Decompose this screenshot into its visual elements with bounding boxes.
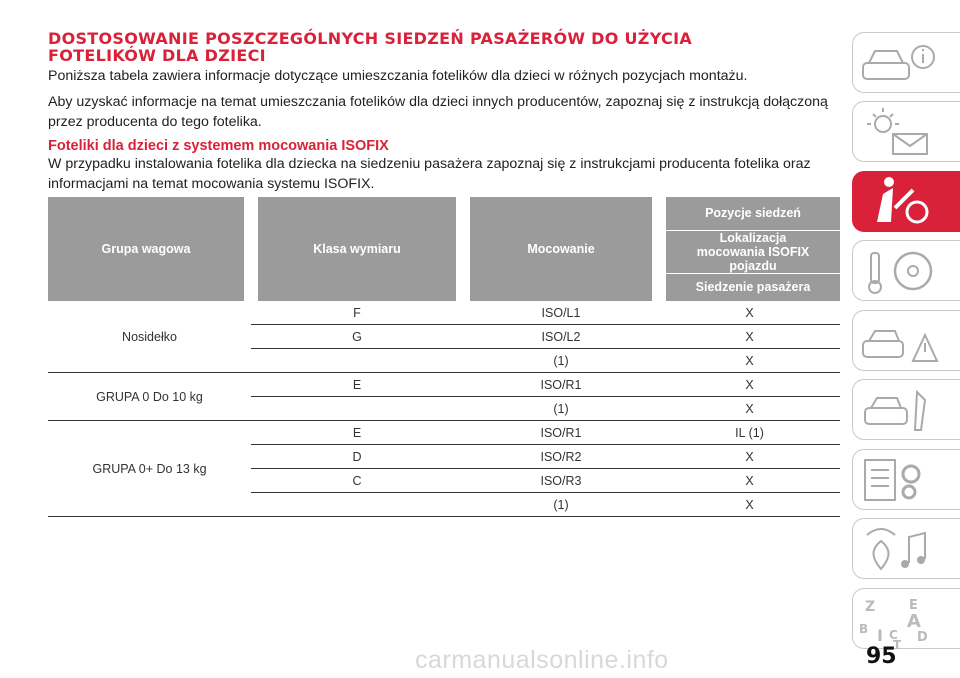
class-cell: F <box>353 305 361 320</box>
group-name-cell: GRUPA 0 Do 10 kg <box>48 373 251 421</box>
header-mount: Mocowanie <box>463 197 659 301</box>
isofix-table <box>48 197 840 517</box>
header-seat: Siedzenie pasażera <box>659 273 840 301</box>
tab-breakdown[interactable] <box>852 310 960 371</box>
intro-paragraph-1: Poniższa tabela zawiera informacje dotyczące umieszczania fotelików dla dzieci w różnych pozycjach montażu. <box>48 68 748 84</box>
index-icon <box>853 589 960 650</box>
class-cell: D <box>251 445 463 469</box>
page-number: 95 <box>866 644 897 669</box>
mount-cell: ISO/L2 <box>463 325 659 349</box>
svg-text:D: D <box>917 630 928 645</box>
group-name-cell: GRUPA 0+ Do 13 kg <box>48 421 251 517</box>
breakdown-icon <box>853 311 960 372</box>
class-cell <box>251 349 463 373</box>
intro-paragraph-2: Aby uzyskać informacje na temat umieszczania fotelików dla dzieci innych producentów, zapoznaj się z instrukcją dołączoną przez producenta do tego fotelika. <box>48 94 828 130</box>
seat-cell: X <box>745 377 754 392</box>
airbag-seat-icon <box>853 172 960 233</box>
seat-cell: IL (1) <box>735 425 764 440</box>
class-cell: G <box>251 325 463 349</box>
header-positions: Pozycje siedzeń <box>659 197 840 230</box>
svg-text:C: C <box>889 628 898 642</box>
mount-cell: ISO/R2 <box>463 445 659 469</box>
tab-index[interactable] <box>852 588 960 649</box>
seat-cell: X <box>745 305 754 320</box>
seat-cell: X <box>659 493 840 517</box>
svg-text:A: A <box>907 611 921 632</box>
seat-cell: X <box>659 469 840 493</box>
isofix-paragraph: W przypadku instalowania fotelika dla dziecka na siedzeniu pasażera zapoznaj się z instrukcjami producenta fotelika oraz informacjami na temat mocowania systemu ISOFIX. <box>48 156 811 192</box>
seat-cell: X <box>659 397 840 421</box>
car-info-icon <box>853 33 960 94</box>
svg-text:E: E <box>909 598 918 613</box>
header-group: Grupa wagowa <box>48 197 251 301</box>
group-name-cell: Nosidełko <box>48 301 251 373</box>
mount-cell: ISO/R3 <box>463 469 659 493</box>
title-line-2: FOTELIKÓW DLA DZIECI <box>48 46 266 65</box>
svg-text:T: T <box>893 638 902 650</box>
mount-cell: ISO/R1 <box>540 377 582 392</box>
mount-cell: ISO/R1 <box>540 425 582 440</box>
header-class: Klasa wymiaru <box>251 197 463 301</box>
title-line-1: DOSTOSOWANIE POSZCZEGÓLNYCH SIEDZEŃ PASAŻERÓW DO UŻYCIA <box>48 29 693 48</box>
media-icon <box>853 519 960 580</box>
page-title <box>48 30 841 64</box>
tab-safety[interactable] <box>852 171 960 232</box>
tab-lights-mail[interactable] <box>852 101 960 162</box>
isofix-subheading: Foteliki dla dzieci z systemem mocowania ISOFIX <box>48 138 389 154</box>
mount-cell: (1) <box>463 493 659 517</box>
service-icon <box>853 380 960 441</box>
lights-mail-icon <box>853 102 960 163</box>
class-cell: E <box>352 425 362 440</box>
header-location: Lokalizacja mocowania ISOFIX pojazdu <box>659 230 840 273</box>
watermark: carmanualsonline.info <box>415 646 669 674</box>
tab-car-info[interactable] <box>852 32 960 93</box>
table-row <box>48 301 840 325</box>
table-row <box>48 373 840 397</box>
mount-cell: (1) <box>463 349 659 373</box>
seat-cell: X <box>659 445 840 469</box>
class-cell: C <box>251 469 463 493</box>
table-body <box>48 301 840 517</box>
key-steering-icon <box>853 241 960 302</box>
seat-cell: X <box>659 325 840 349</box>
table-row <box>48 421 840 445</box>
settings-icon <box>853 450 960 511</box>
mount-cell: ISO/L1 <box>541 305 581 320</box>
class-cell: E <box>352 377 362 392</box>
mount-cell: (1) <box>463 397 659 421</box>
svg-text:I: I <box>877 626 883 645</box>
tab-settings[interactable] <box>852 449 960 510</box>
tab-service[interactable] <box>852 379 960 440</box>
main-content <box>48 30 841 200</box>
tab-media[interactable] <box>852 518 960 579</box>
tab-key-steering[interactable] <box>852 240 960 301</box>
svg-text:Z: Z <box>865 599 876 615</box>
class-cell <box>251 493 463 517</box>
svg-text:B: B <box>859 622 869 636</box>
class-cell <box>251 397 463 421</box>
seat-cell: X <box>659 349 840 373</box>
